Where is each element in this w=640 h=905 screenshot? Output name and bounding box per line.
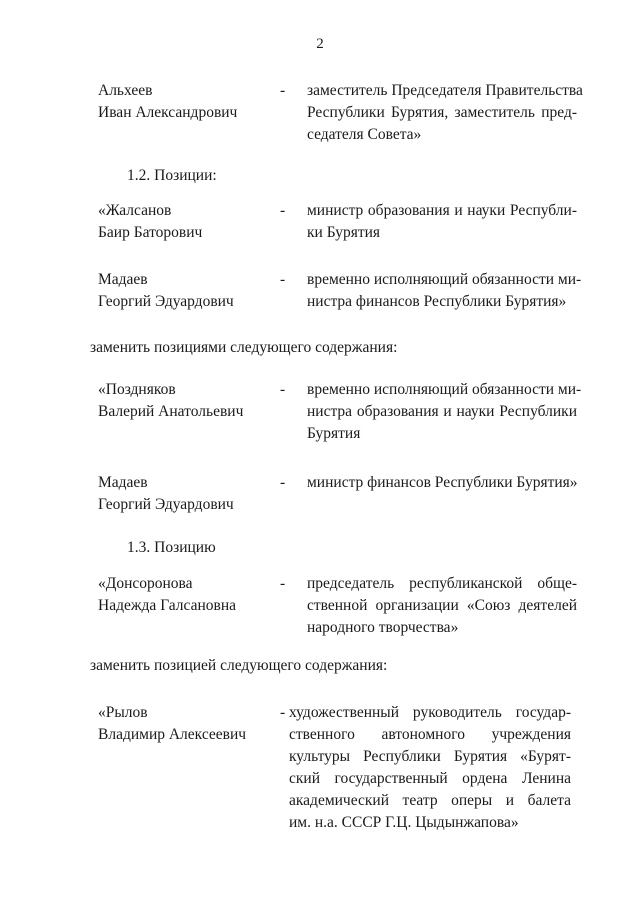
surname: «Жалсанов xyxy=(98,202,172,219)
given-names: Баир Баторович xyxy=(98,224,203,241)
person-name xyxy=(98,200,278,244)
dash-separator: - xyxy=(280,575,286,592)
role-line: Республики Бурятия, заместитель пред- xyxy=(307,104,577,121)
role-line: ский государственный ордена Ленина xyxy=(289,770,571,787)
dash-separator: - xyxy=(280,271,286,288)
role-line: ственного автономного учреждения xyxy=(289,726,571,743)
given-names: Георгий Эдуардович xyxy=(98,293,234,310)
person-name xyxy=(98,472,278,516)
given-names: Иван Александрович xyxy=(98,104,238,121)
dash-separator: - xyxy=(280,474,286,491)
surname: «Поздняков xyxy=(98,381,176,398)
role-line: ственной организации «Союз деятелей xyxy=(307,597,577,614)
page-number: 2 xyxy=(316,36,324,52)
surname: Мадаев xyxy=(98,271,148,288)
given-names: Валерий Анатольевич xyxy=(98,403,244,420)
replace-instruction: заменить позициями следующего содержания: xyxy=(90,339,398,356)
position-title xyxy=(307,573,577,639)
role-line: академический театр оперы и балета xyxy=(289,792,571,809)
person-name xyxy=(98,702,278,746)
role-line: заместитель Председателя Правительства xyxy=(307,82,583,99)
person-name xyxy=(98,379,278,423)
role-line: Бурятия xyxy=(307,425,361,442)
position-title xyxy=(307,379,582,445)
position-title xyxy=(307,80,583,146)
person-name xyxy=(98,269,278,313)
person-name xyxy=(98,80,278,124)
role-line: временно исполняющий обязанности ми- xyxy=(307,271,582,288)
role-line: нистра финансов Республики Бурятия» xyxy=(307,293,567,310)
position-title xyxy=(307,200,577,244)
role-line: министр финансов Республики Бурятия» xyxy=(307,474,578,491)
surname: «Рылов xyxy=(98,704,148,721)
surname: «Донсоронова xyxy=(98,575,193,592)
role-line: художественный руководитель государ- xyxy=(289,704,571,721)
position-title xyxy=(307,472,577,494)
role-line: им. н.а. СССР Г.Ц. Цыдынжапова» xyxy=(289,814,519,831)
dash-separator: - xyxy=(280,202,286,219)
role-line: народного творчества» xyxy=(307,619,459,636)
dash-separator: - xyxy=(280,381,286,398)
given-names: Надежда Галсановна xyxy=(98,597,237,614)
given-names: Владимир Алексеевич xyxy=(98,726,247,743)
surname: Мадаев xyxy=(98,474,148,491)
position-title xyxy=(307,269,582,313)
role-line: седателя Совета» xyxy=(307,126,422,143)
given-names: Георгий Эдуардович xyxy=(98,496,234,513)
section-heading: 1.2. Позиции: xyxy=(127,167,217,184)
dash-separator: - xyxy=(280,82,286,99)
person-name xyxy=(98,573,278,617)
replace-instruction: заменить позицией следующего содержания: xyxy=(90,657,388,674)
role-line: ки Бурятия xyxy=(307,224,381,241)
dash-separator: - xyxy=(280,704,286,721)
position-title xyxy=(289,702,571,834)
role-line: министр образования и науки Республи- xyxy=(307,202,577,219)
role-line: культуры Республики Бурятия «Бурят- xyxy=(289,748,571,765)
section-heading: 1.3. Позицию xyxy=(127,539,216,556)
role-line: председатель республиканской обще- xyxy=(307,575,577,592)
role-line: временно исполняющий обязанности ми- xyxy=(307,381,582,398)
role-line: нистра образования и науки Республики xyxy=(307,403,577,420)
surname: Альхеев xyxy=(98,82,153,99)
